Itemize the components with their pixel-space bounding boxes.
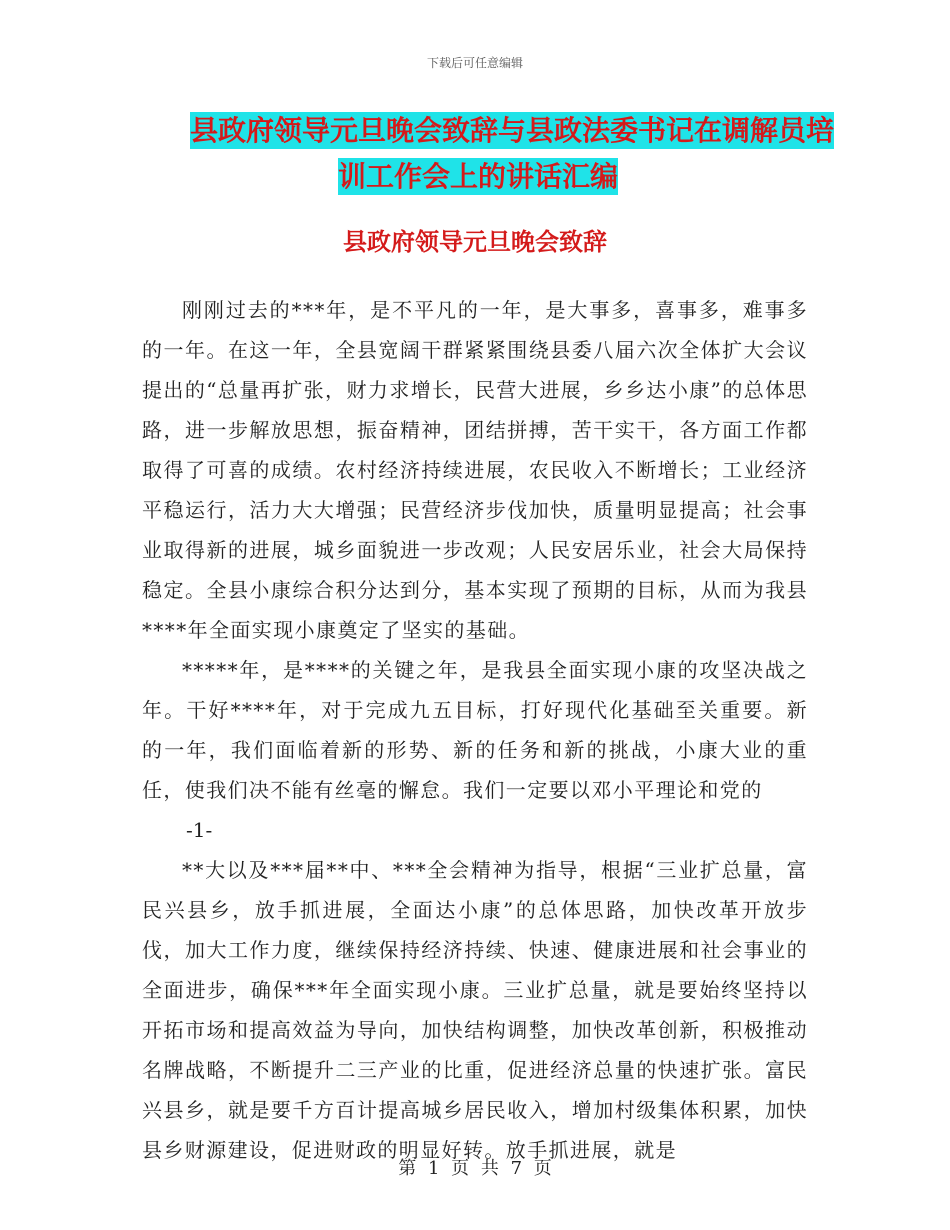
title-line-1-text: 县政府领导元旦晚会致辞与县政法委书记在调解员培 <box>190 114 835 147</box>
page-mark: -1- <box>186 818 213 842</box>
paragraph: *****年，是****的关键之年，是我县全面实现小康的攻坚决战之年。干好****年，对于完成九五目标，打好现代化基础至关重要。新的一年，我们面临着新的形势、新的任务和新的挑战，小康大业的重任，使我们决不能有丝毫的懈怠。我们一定要以邓小平理论和党的 <box>142 658 808 802</box>
paragraph: **大以及***届**中、***全会精神为指导，根据“三业扩总量，富民兴县乡，放手抓进展，全面达小康”的总体思路，加快改革开放步伐，加大工作力度，继续保持经济持续、快速、健康进展和社会事业的全面进步，确保***年全面实现小康。三业扩总量，就是要始终坚持以开拓市场和提高效益为导向，加快结构调整，加快改革创新，积极推动名牌战略，不断提升二三产业的比重，促进经济总量的快速扩张。富民兴县乡，就是要千方百计提高城乡居民收入，增加村级集体积累，加快县乡财源建设，促进财政的明显好转。放手抓进展，就是 <box>142 858 808 1162</box>
title-line-1 <box>190 108 835 154</box>
document-title <box>190 108 835 200</box>
title-line-2-text: 训工作会上的讲话汇编 <box>338 160 619 193</box>
section-title: 县政府领导元旦晚会致辞 <box>343 227 607 256</box>
body-text <box>142 290 808 1170</box>
page-footer: 第 1 页 共 7 页 <box>398 1158 552 1179</box>
title-line-2 <box>190 154 830 200</box>
paragraph: 刚刚过去的***年，是不平凡的一年，是大事多，喜事多，难事多的一年。在这一年，全县宽阔干群紧紧围绕县委八届六次全体扩大会议提出的“总量再扩张，财力求增长，民营大进展，乡乡达小康”的总体思路，进一步解放思想，振奋精神，团结拼搏，苦干实干，各方面工作都取得了可喜的成绩。农村经济持续进展，农民收入不断增长；工业经济平稳运行，活力大大增强；民营经济步伐加快，质量明显提高；社会事业取得新的进展，城乡面貌进一步改观；人民安居乐业，社会大局保持稳定。全县小康综合积分达到分，基本实现了预期的目标，从而为我县****年全面实现小康奠定了坚实的基础。 <box>142 298 808 642</box>
header-note: 下载后可任意编辑 <box>426 56 523 70</box>
